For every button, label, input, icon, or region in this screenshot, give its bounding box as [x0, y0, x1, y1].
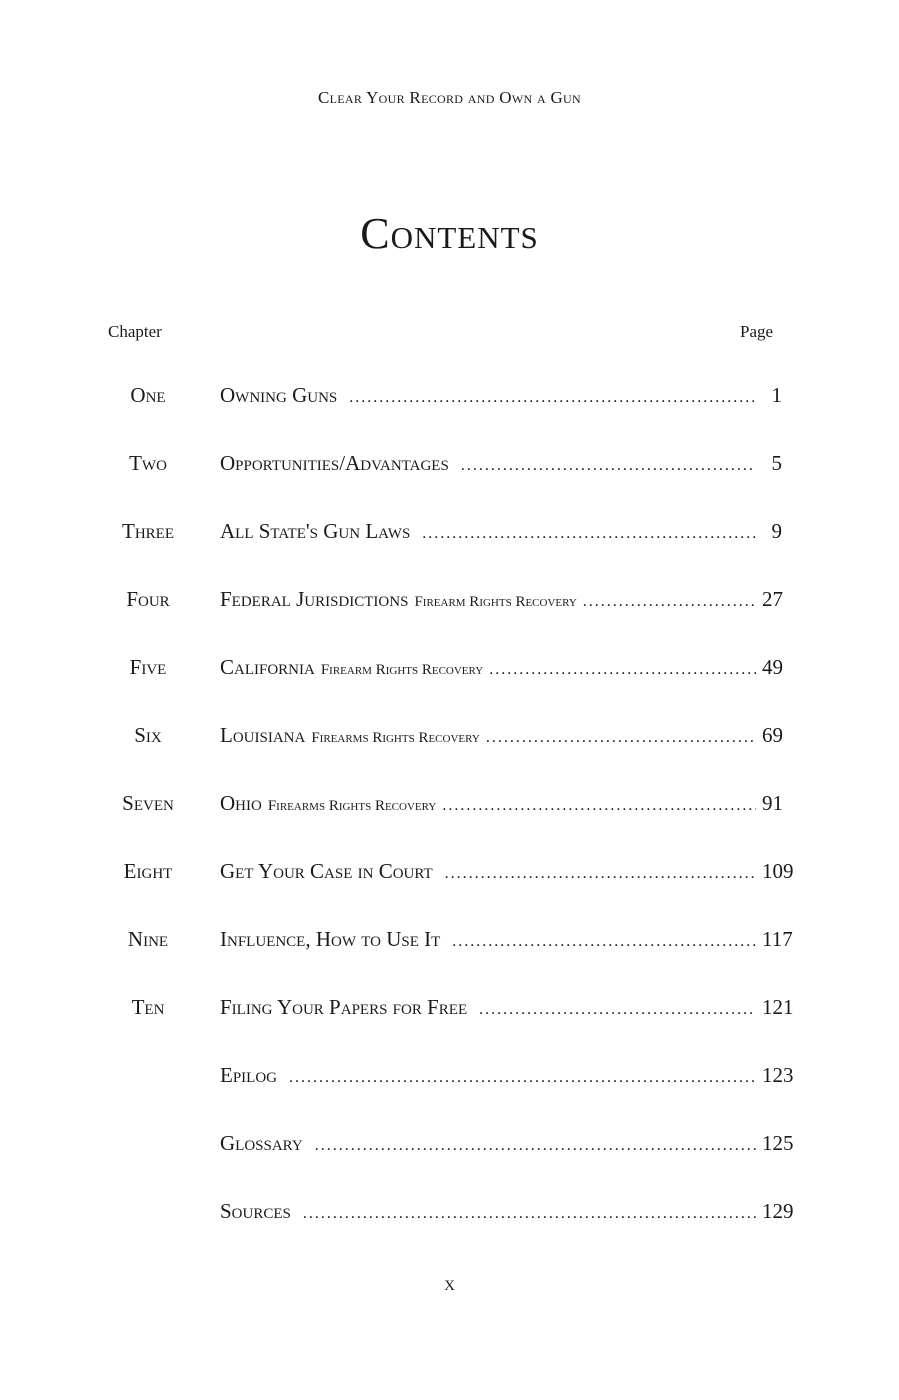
- page-number: 27: [762, 587, 783, 611]
- page-number: 117: [762, 927, 793, 951]
- page-number: 49: [762, 655, 783, 679]
- dot-leader: [289, 1058, 756, 1098]
- chapter-number: Eight: [123, 859, 173, 883]
- chapter-number: Seven: [122, 791, 174, 815]
- toc-entry[interactable]: [0, 579, 899, 619]
- dot-leader: [315, 1126, 756, 1166]
- toc-entry[interactable]: [0, 919, 899, 959]
- dot-leader: [461, 446, 756, 486]
- chapter-number: Three: [122, 519, 174, 543]
- page-column-header: Page: [740, 322, 774, 341]
- entry-title: Owning Guns: [220, 383, 338, 407]
- entry-title: Opportunities/Advantages: [220, 451, 449, 475]
- toc-entry[interactable]: [0, 987, 899, 1027]
- page-number: 69: [762, 723, 783, 747]
- entry-title: Federal Jurisdictions: [220, 587, 409, 611]
- entry-subtitle: Firearms Rights Recovery: [267, 798, 437, 814]
- entry-subtitle: Firearm Rights Recovery: [414, 594, 577, 610]
- toc-entry[interactable]: [0, 1191, 899, 1231]
- chapter-number: Two: [129, 451, 167, 475]
- toc-entry[interactable]: [0, 783, 899, 823]
- toc-entry[interactable]: [0, 375, 899, 415]
- toc-entry[interactable]: [0, 851, 899, 891]
- entry-title: Sources: [220, 1199, 291, 1223]
- entry-title: Influence, How to Use It: [220, 927, 441, 951]
- dot-leader: [422, 514, 756, 554]
- page-number: 1: [771, 383, 782, 407]
- entry-title: All State's Gun Laws: [220, 519, 411, 543]
- running-head: Clear Your Record and Own a Gun: [317, 88, 581, 107]
- dot-leader: [479, 990, 756, 1030]
- dot-leader: [452, 922, 756, 962]
- chapter-number: Five: [129, 655, 167, 679]
- entry-subtitle: Firearm Rights Recovery: [320, 662, 484, 678]
- page-number: 9: [771, 519, 782, 543]
- chapter-number: One: [130, 383, 166, 407]
- entry-title: California: [220, 655, 315, 679]
- page-title: Contents: [360, 209, 539, 258]
- dot-leader: [349, 378, 756, 418]
- entry-title: Ohio: [220, 791, 262, 815]
- dot-leader: [445, 854, 756, 894]
- chapter-number: Nine: [127, 927, 169, 951]
- page-number: 125: [762, 1131, 794, 1155]
- entry-title: Filing Your Papers for Free: [220, 995, 468, 1019]
- chapter-column-header: Chapter: [108, 322, 162, 341]
- chapter-number: Ten: [131, 995, 165, 1019]
- toc-entry[interactable]: [0, 715, 899, 755]
- entry-title: Glossary: [220, 1131, 303, 1155]
- toc-entry[interactable]: [0, 1055, 899, 1095]
- page-folio: x: [444, 1270, 455, 1295]
- entry-title: Louisiana: [220, 723, 306, 747]
- dot-leader: [303, 1194, 756, 1234]
- toc-entry[interactable]: [0, 443, 899, 483]
- toc-entry[interactable]: [0, 647, 899, 687]
- chapter-number: Six: [134, 723, 162, 747]
- dot-leader: [442, 786, 756, 826]
- page-number: 129: [762, 1199, 794, 1223]
- page-number: 121: [762, 995, 794, 1019]
- dot-leader: [489, 650, 756, 690]
- chapter-number: Four: [126, 587, 170, 611]
- toc-entry[interactable]: [0, 1123, 899, 1163]
- toc-entry[interactable]: [0, 511, 899, 551]
- entry-title: Epilog: [220, 1063, 277, 1087]
- page-number: 109: [762, 859, 794, 883]
- entry-title: Get Your Case in Court: [220, 859, 433, 883]
- dot-leader: [583, 582, 756, 622]
- page-number: 5: [771, 451, 782, 475]
- page-number: 123: [762, 1063, 794, 1087]
- entry-subtitle: Firearms Rights Recovery: [311, 730, 480, 746]
- dot-leader: [486, 718, 756, 758]
- page-number: 91: [762, 791, 783, 815]
